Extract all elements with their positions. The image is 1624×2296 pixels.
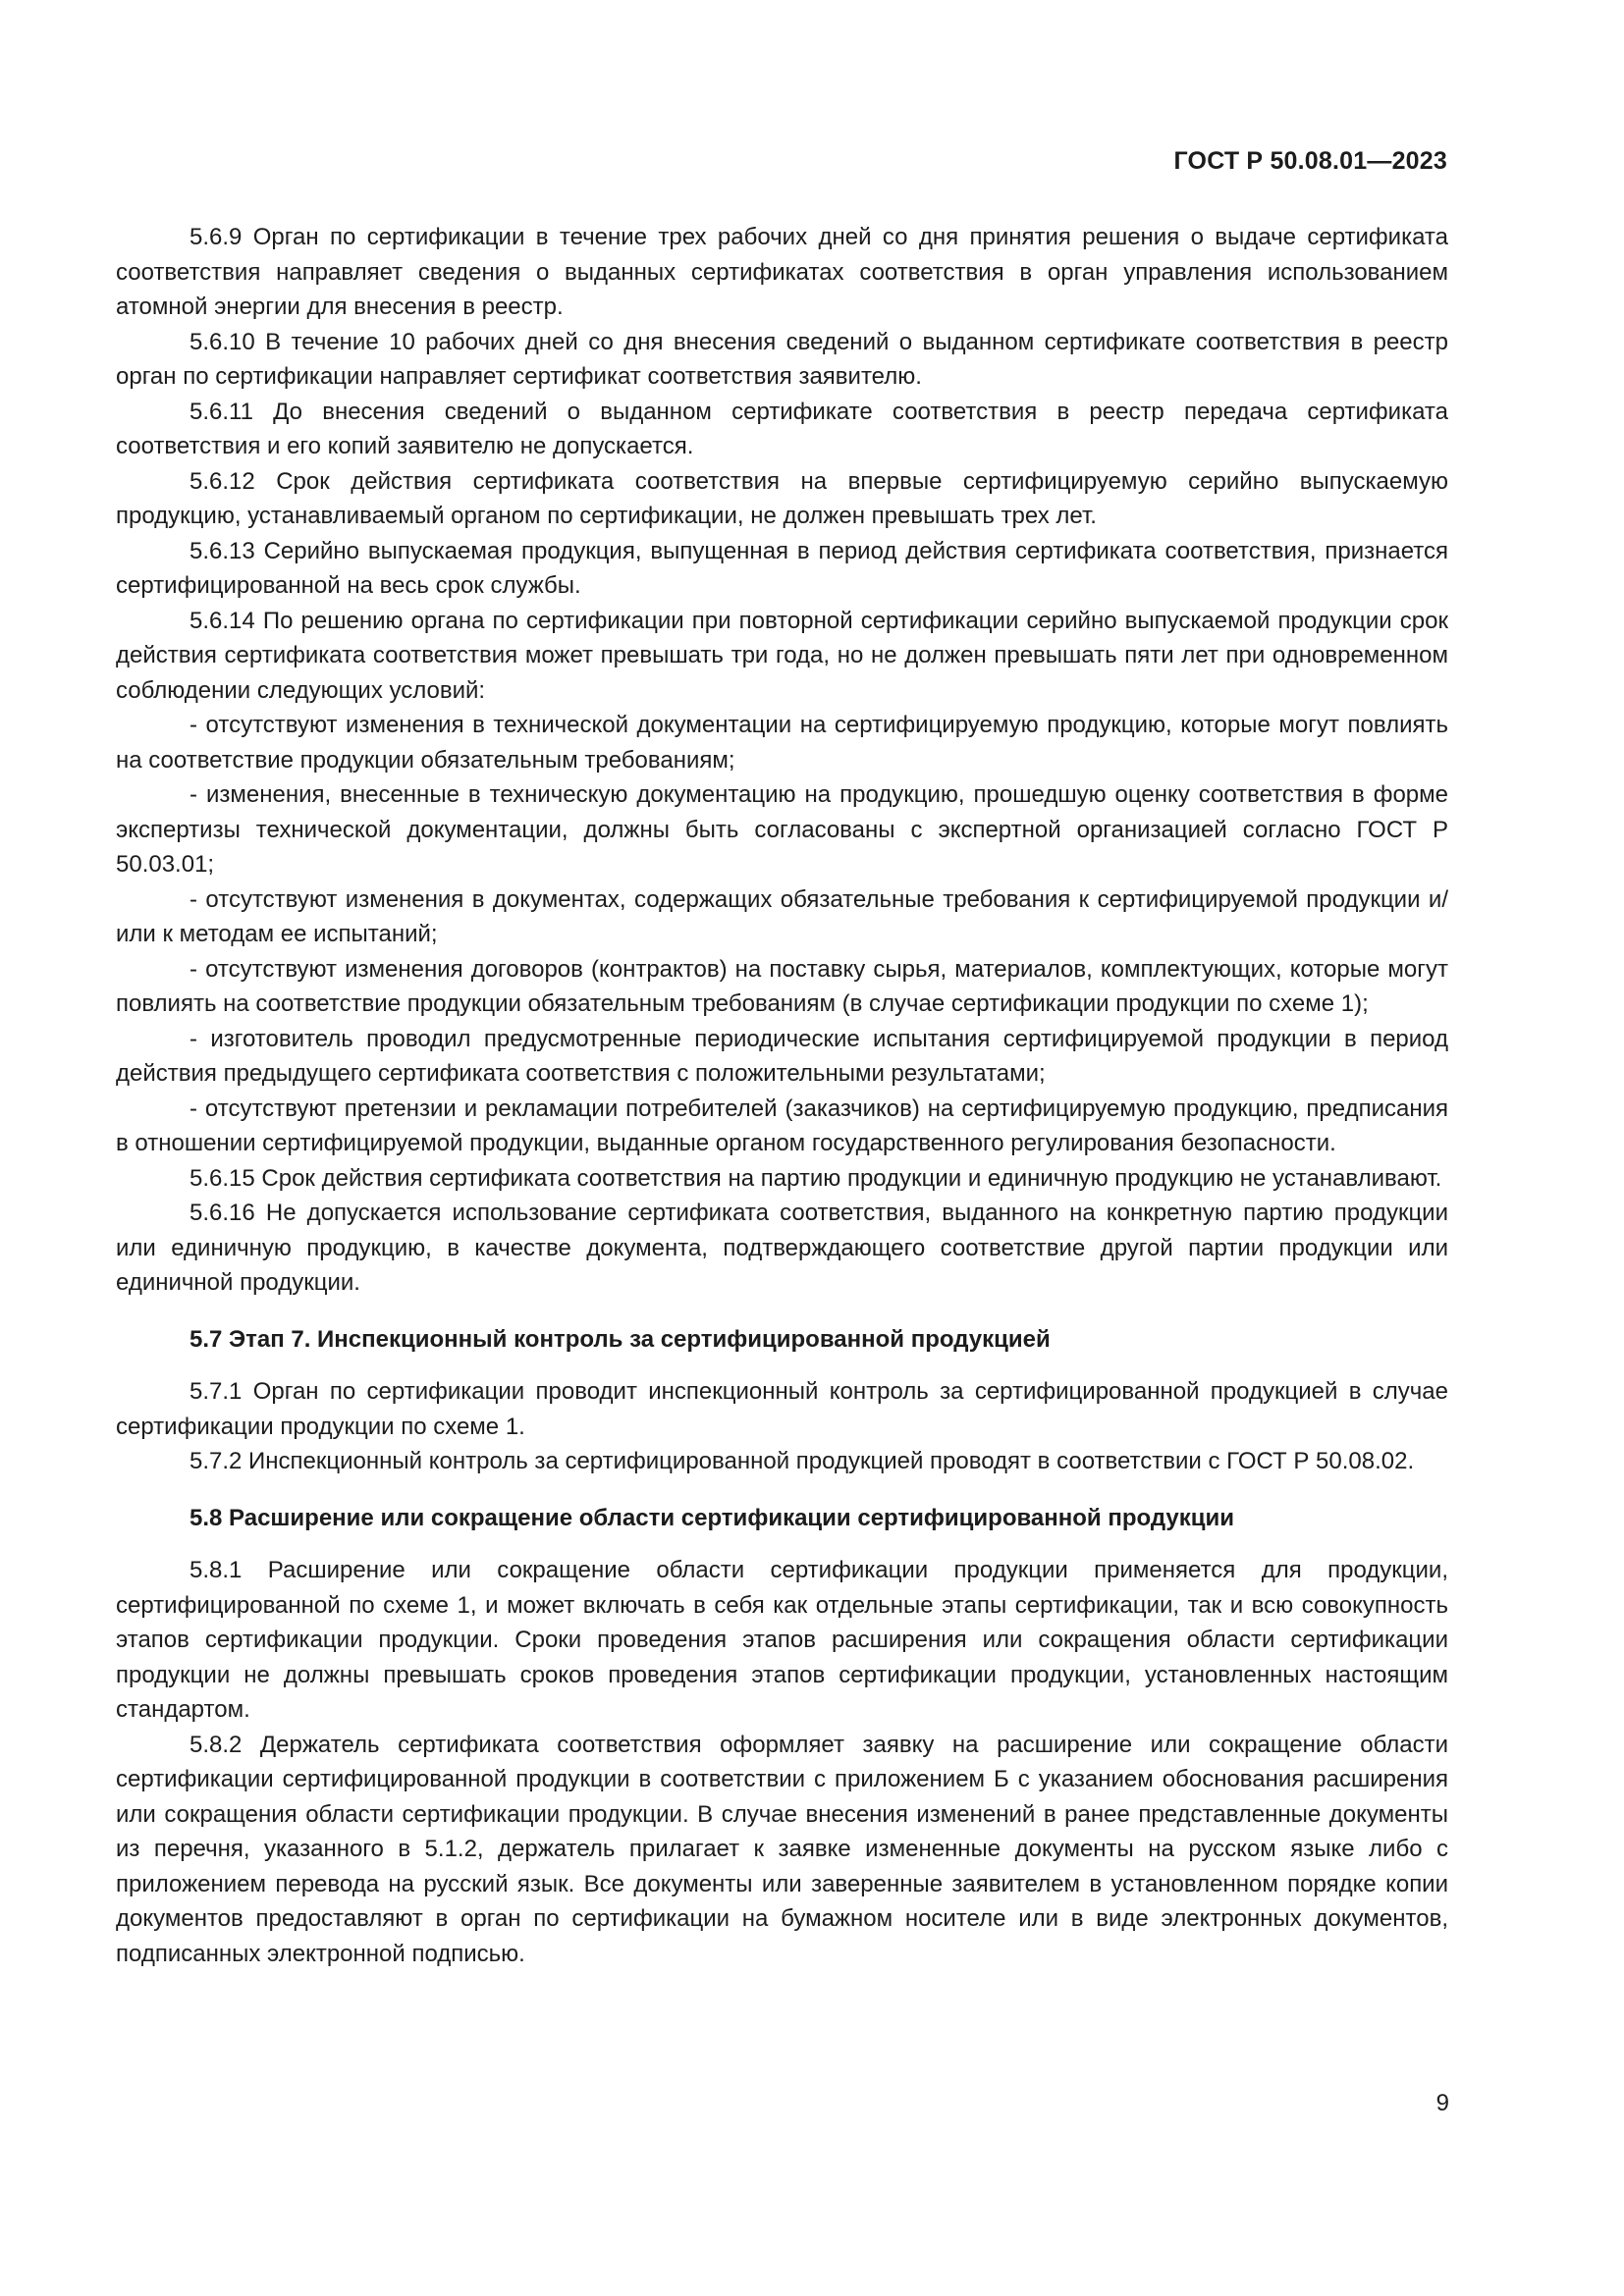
paragraph-5-6-16: 5.6.16 Не допускается использование сертификата соответствия, выданного на конкретную партию продукции или единичную продукцию, в качестве документа, подтверждающего соответствие другой партии продукции или единичной продукции.	[116, 1200, 1448, 1296]
page-number: 9	[1435, 2090, 1449, 2116]
condition-list-item: - отсутствуют изменения договоров (контрактов) на поставку сырья, материалов, комплектующих, которые могут повлиять на соответствие продукции обязательным требованиям (в случае сертификации продукции по схеме 1);	[116, 955, 1448, 1017]
paragraph-5-6-12: 5.6.12 Срок действия сертификата соответствия на впервые сертифицируемую серийно выпускаемую продукцию, устанавливаемый органом по сертификации, не должен превышать трех лет.	[116, 467, 1448, 529]
section-heading-5-8: 5.8 Расширение или сокращение области сертификации сертифицированной продукции	[189, 1504, 1234, 1531]
paragraph-5-8-1: 5.8.1 Расширение или сокращение области сертификации продукции применяется для продукции, сертифицированной по схеме 1, и может включать в себя как отдельные этапы сертификации, так и всю совокупность этапов сертификации продукции. Сроки проведения этапов расширения или сокращения области сертификации продукции не должны превышать сроков проведения этапов сертификации продукции, установленных настоящим стандартом.	[116, 1557, 1448, 1723]
paragraph-5-6-15: 5.6.15 Срок действия сертификата соответствия на партию продукции и единичную продукцию не устанавливают.	[189, 1164, 1442, 1192]
paragraph-5-6-9: 5.6.9 Орган по сертификации в течение трех рабочих дней со дня принятия решения о выдаче сертификата соответствия направляет сведения о выданных сертификатах соответствия в орган управления использованием атомной энергии для внесения в реестр.	[116, 224, 1448, 320]
section-heading-5-7: 5.7 Этап 7. Инспекционный контроль за сертифицированной продукцией	[189, 1325, 1051, 1353]
paragraph-5-6-10: 5.6.10 В течение 10 рабочих дней со дня внесения сведений о выданном сертификате соответствия в реестр орган по сертификации направляет сертификат соответствия заявителю.	[116, 328, 1448, 390]
paragraph-5-8-2: 5.8.2 Держатель сертификата соответствия оформляет заявку на расширение или сокращение области сертификации сертифицированной продукции в соответствии с приложением Б с указанием обоснования расширения или сокращения области сертификации продукции. В случае внесения изменений в ранее представленные документы из перечня, указанного в 5.1.2, держатель прилагает к заявке измененные документы на русском языке либо с приложением перевода на русский язык. Все документы или заверенные заявителем в установленном порядке копии документов предоставляют в орган по сертификации на бумажном носителе или в виде электронных документов, подписанных электронной подписью.	[116, 1731, 1448, 1967]
condition-list-item: - отсутствуют изменения в технической документации на сертифицируемую продукцию, которые могут повлиять на соответствие продукции обязательным требованиям;	[116, 712, 1448, 774]
condition-list-item: - отсутствуют изменения в документах, содержащих обязательные требования к сертифицируемой продукции и/или к методам ее испытаний;	[116, 885, 1448, 947]
paragraph-5-7-1: 5.7.1 Орган по сертификации проводит инспекционный контроль за сертифицированной продукцией в случае сертификации продукции по схеме 1.	[116, 1378, 1448, 1440]
document-body	[116, 220, 1448, 1971]
paragraph-5-7-2: 5.7.2 Инспекционный контроль за сертифицированной продукцией проводят в соответствии с ГОСТ Р 50.08.02.	[189, 1448, 1415, 1474]
condition-list-item: - изменения, внесенные в техническую документацию на продукцию, прошедшую оценку соответствия в форме экспертизы технической документации, должны быть согласованы с экспертной организацией согласно ГОСТ Р 50.03.01;	[116, 781, 1448, 878]
paragraph-5-6-11: 5.6.11 До внесения сведений о выданном сертификате соответствия в реестр передача сертификата соответствия и его копий заявителю не допускается.	[116, 398, 1448, 459]
paragraph-5-6-14: 5.6.14 По решению органа по сертификации при повторной сертификации серийно выпускаемой продукции срок действия сертификата соответствия может превышать три года, но не должен превышать пяти лет при одновременном соблюдении следующих условий:	[116, 607, 1448, 704]
document-header: ГОСТ Р 50.08.01—2023	[1173, 147, 1447, 175]
condition-list-item: - отсутствуют претензии и рекламации потребителей (заказчиков) на сертифицируемую продукцию, предписания в отношении сертифицируемой продукции, выданные органом государственного регулирования безопасности.	[116, 1095, 1448, 1156]
condition-list-item: - изготовитель проводил предусмотренные периодические испытания сертифицируемой продукции в период действия предыдущего сертификата соответствия с положительными результатами;	[116, 1025, 1448, 1087]
paragraph-5-6-13: 5.6.13 Серийно выпускаемая продукция, выпущенная в период действия сертификата соответствия, признается сертифицированной на весь срок службы.	[116, 537, 1448, 599]
